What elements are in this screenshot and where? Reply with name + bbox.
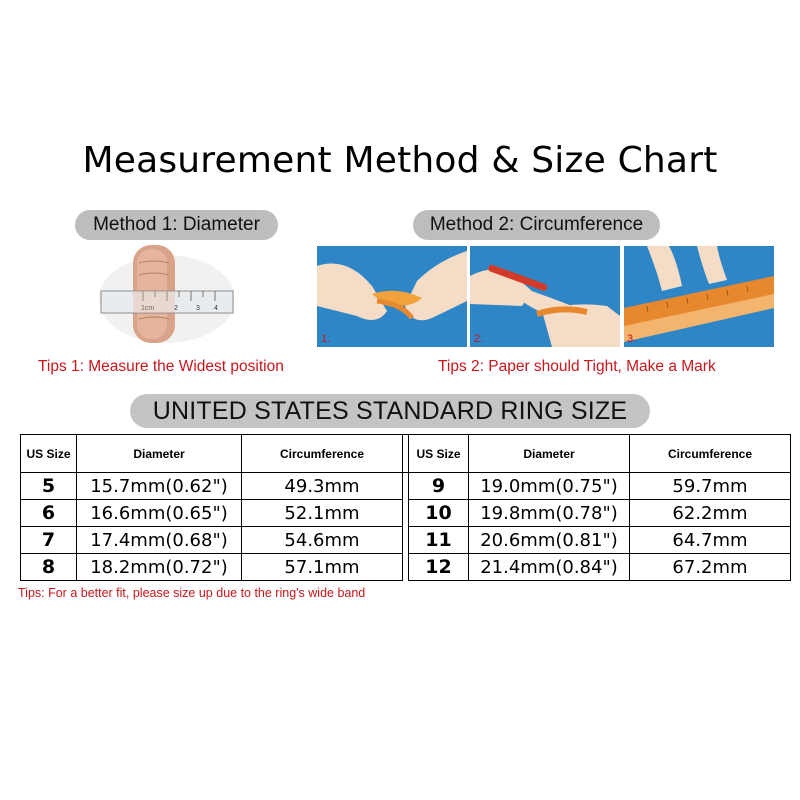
- size-cell: 5: [21, 473, 77, 500]
- ruler-label-1: 1cm: [141, 305, 155, 312]
- header-us-size-left: US Size: [21, 435, 77, 473]
- header-circumference-left: Circumference: [242, 435, 403, 473]
- table-row: [21, 554, 791, 581]
- table-header-row: [21, 435, 791, 473]
- diameter-cell: 15.7mm(0.62"): [77, 473, 242, 500]
- size-cell: 10: [409, 500, 469, 527]
- ring-size-banner: UNITED STATES STANDARD RING SIZE: [130, 394, 650, 428]
- size-cell: 12: [409, 554, 469, 581]
- size-cell: 9: [409, 473, 469, 500]
- diameter-cell: 16.6mm(0.65"): [77, 500, 242, 527]
- diameter-measure-image: [97, 243, 234, 345]
- ruler-label-3: 3: [196, 305, 200, 312]
- header-circumference-right: Circumference: [630, 435, 791, 473]
- page-title: Measurement Method & Size Chart: [82, 140, 718, 181]
- diameter-cell: 17.4mm(0.68"): [77, 527, 242, 554]
- size-cell: 11: [409, 527, 469, 554]
- step-3-label: 3.: [627, 333, 637, 345]
- fit-tip-note: Tips: For a better fit, please size up due to the ring's wide band: [18, 586, 366, 600]
- step-1-label: 1.: [321, 333, 331, 345]
- step-2-label: 2.: [474, 333, 484, 345]
- ruler-label-4: 4: [214, 305, 218, 312]
- tip-1: Tips 1: Measure the Widest position: [38, 358, 284, 375]
- table-row: [21, 473, 791, 500]
- circumference-cell: 57.1mm: [242, 554, 403, 581]
- header-diameter-right: Diameter: [469, 435, 630, 473]
- size-cell: 7: [21, 527, 77, 554]
- method1-label: Method 1: Diameter: [75, 210, 278, 240]
- circumference-cell: 62.2mm: [630, 500, 791, 527]
- diameter-cell: 20.6mm(0.81"): [469, 527, 630, 554]
- table-row: [21, 500, 791, 527]
- tip-2: Tips 2: Paper should Tight, Make a Mark: [438, 358, 716, 375]
- header-us-size-right: US Size: [409, 435, 469, 473]
- method2-label: Method 2: Circumference: [413, 210, 660, 240]
- ring-size-table: [20, 434, 791, 581]
- ruler-label-2: 2: [174, 305, 178, 312]
- diameter-cell: 21.4mm(0.84"): [469, 554, 630, 581]
- size-cell: 6: [21, 500, 77, 527]
- circumference-cell: 59.7mm: [630, 473, 791, 500]
- header-diameter-left: Diameter: [77, 435, 242, 473]
- size-cell: 8: [21, 554, 77, 581]
- circumference-cell: 49.3mm: [242, 473, 403, 500]
- circumference-cell: 67.2mm: [630, 554, 791, 581]
- circumference-cell: 64.7mm: [630, 527, 791, 554]
- circumference-cell: 52.1mm: [242, 500, 403, 527]
- circumference-cell: 54.6mm: [242, 527, 403, 554]
- diameter-cell: 19.0mm(0.75"): [469, 473, 630, 500]
- diameter-cell: 19.8mm(0.78"): [469, 500, 630, 527]
- table-row: [21, 527, 791, 554]
- circumference-measure-image: [317, 246, 774, 347]
- diameter-cell: 18.2mm(0.72"): [77, 554, 242, 581]
